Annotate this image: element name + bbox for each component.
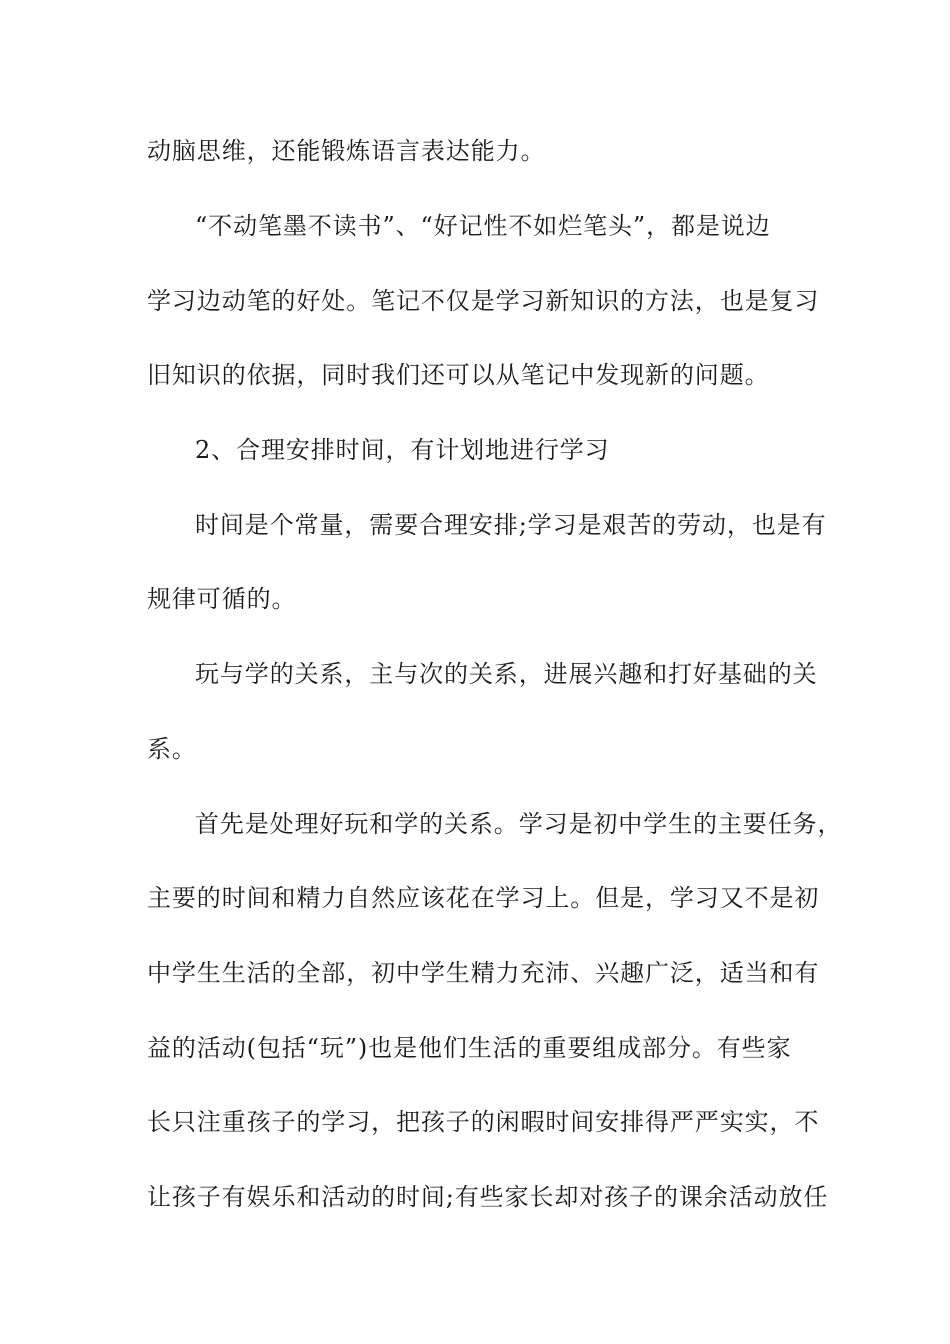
text-line-4: 旧知识的依据，同时我们还可以从笔记中发现新的问题。	[147, 361, 770, 389]
text-line-11: 主要的时间和精力自然应该花在学习上。但是，学习又不是初	[147, 884, 820, 912]
text-line-3: 学习边动笔的好处。笔记不仅是学习新知识的方法，也是复习	[147, 287, 820, 315]
text-line-15: 让孩子有娱乐和活动的时间;有些家长却对孩子的课余活动放任	[147, 1183, 829, 1211]
section-heading: 2、合理安排时间，有计划地进行学习	[195, 436, 610, 464]
text-line-10: 首先是处理好玩和学的关系。学习是初中学生的主要任务，	[195, 810, 843, 838]
text-line-9: 系。	[147, 735, 197, 763]
text-line-8: 玩与学的关系，主与次的关系，进展兴趣和打好基础的关	[195, 660, 818, 688]
text-line-1: 动脑思维，还能锻炼语言表达能力。	[147, 137, 546, 165]
text-line-7: 规律可循的。	[147, 585, 297, 613]
text-line-14: 长只注重孩子的学习，把孩子的闲暇时间安排得严严实实，不	[147, 1108, 820, 1136]
text-line-12: 中学生生活的全部，初中学生精力充沛、兴趣广泛，适当和有	[147, 959, 820, 987]
text-line-6: 时间是个常量，需要合理安排;学习是艰苦的劳动，也是有	[195, 511, 827, 539]
text-line-2: “不动笔墨不读书”、“好记性不如烂笔头”，都是说边	[195, 212, 771, 240]
text-line-13: 益的活动(包括“玩”)也是他们生活的重要组成部分。有些家	[147, 1034, 792, 1062]
